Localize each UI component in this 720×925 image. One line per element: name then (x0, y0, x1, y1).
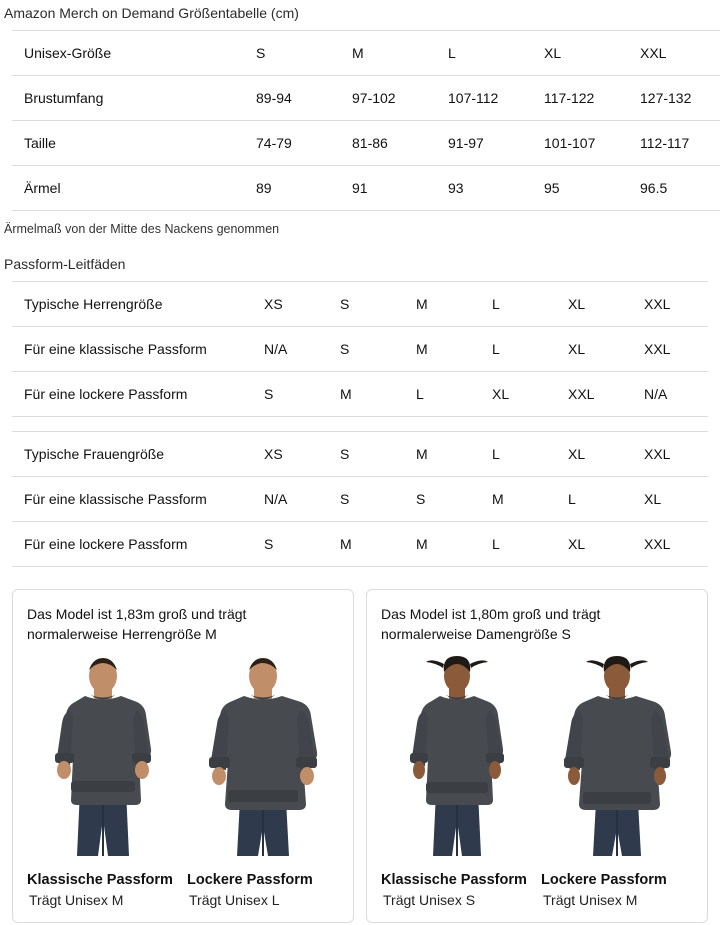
row-label: Typische Frauengröße (12, 432, 252, 477)
cell: 97-102 (340, 76, 436, 121)
cell: XS (252, 432, 328, 477)
cell: M (404, 282, 480, 327)
cell: M (328, 522, 404, 567)
model-figures (381, 650, 693, 860)
cell: 127-132 (628, 76, 720, 121)
cell: XL (556, 432, 632, 477)
cell: 74-79 (244, 121, 340, 166)
cell: L (436, 31, 532, 76)
row-label: Für eine klassische Passform (12, 327, 252, 372)
cell: N/A (632, 372, 708, 417)
womens-fit-table (12, 431, 708, 567)
cell: M (480, 477, 556, 522)
caption-women-relaxed (541, 870, 693, 910)
cell: M (404, 522, 480, 567)
cell: XL (532, 31, 628, 76)
table-row (12, 166, 720, 211)
cell: 112-117 (628, 121, 720, 166)
sleeve-measurement-note: Ärmelmaß von der Mitte des Nackens genommen (4, 222, 280, 236)
woman-classic-fit-illustration (382, 650, 532, 860)
cell: XXL (632, 282, 708, 327)
cell: XXL (628, 31, 720, 76)
fit-title: Lockere Passform (187, 872, 313, 888)
cell: L (480, 327, 556, 372)
table-row (12, 76, 720, 121)
cell: S (252, 522, 328, 567)
cell: L (556, 477, 632, 522)
figure-women-classic (381, 650, 533, 860)
man-classic-fit-illustration (28, 650, 178, 860)
man-relaxed-fit-illustration (188, 650, 338, 860)
cell: 101-107 (532, 121, 628, 166)
model-description: Das Model ist 1,83m groß und trägt normalerweise Herrengröße M (27, 606, 247, 642)
model-card-women (366, 589, 708, 923)
cell: L (404, 372, 480, 417)
cell: 95 (532, 166, 628, 211)
cell: S (328, 432, 404, 477)
cell: S (404, 477, 480, 522)
cell: XL (556, 327, 632, 372)
cell: N/A (252, 327, 328, 372)
caption-men-classic (27, 870, 179, 910)
table-row (12, 31, 720, 76)
cell: 117-122 (532, 76, 628, 121)
cell: XL (556, 282, 632, 327)
cell: XL (632, 477, 708, 522)
model-description: Das Model ist 1,80m groß und trägt normalerweise Damengröße S (381, 606, 601, 642)
cell: S (328, 282, 404, 327)
row-label: Brustumfang (12, 76, 244, 121)
model-cards-row (12, 589, 708, 923)
figure-men-classic (27, 650, 179, 860)
wears-size: Trägt Unisex M (29, 892, 124, 908)
fit-title: Lockere Passform (541, 872, 667, 888)
model-figures (27, 650, 339, 860)
wears-size: Trägt Unisex L (189, 892, 280, 908)
row-label: Für eine klassische Passform (12, 477, 252, 522)
figure-captions (27, 870, 339, 910)
caption-women-classic (381, 870, 533, 910)
page-title: Amazon Merch on Demand Größentabelle (cm) (4, 5, 299, 21)
cell: M (404, 432, 480, 477)
fit-title: Klassische Passform (381, 872, 527, 888)
row-label: Ärmel (12, 166, 244, 211)
row-label: Unisex-Größe (12, 31, 244, 76)
cell: 96.5 (628, 166, 720, 211)
cell: L (480, 522, 556, 567)
row-label: Für eine lockere Passform (12, 522, 252, 567)
table-row (12, 372, 708, 417)
cell: 107-112 (436, 76, 532, 121)
mens-fit-table (12, 281, 708, 417)
table-row (12, 477, 708, 522)
cell: 93 (436, 166, 532, 211)
cell: L (480, 282, 556, 327)
figure-captions (381, 870, 693, 910)
woman-relaxed-fit-illustration (542, 650, 692, 860)
cell: L (480, 432, 556, 477)
unisex-measurements-table (12, 30, 720, 211)
table-row (12, 282, 708, 327)
row-label: Für eine lockere Passform (12, 372, 252, 417)
cell: M (328, 372, 404, 417)
cell: 91 (340, 166, 436, 211)
cell: M (404, 327, 480, 372)
table-row (12, 121, 720, 166)
cell: S (244, 31, 340, 76)
table-row (12, 432, 708, 477)
cell: XXL (632, 327, 708, 372)
row-label: Taille (12, 121, 244, 166)
cell: 91-97 (436, 121, 532, 166)
cell: XS (252, 282, 328, 327)
cell: S (328, 477, 404, 522)
wears-size: Trägt Unisex S (383, 892, 476, 908)
fit-title: Klassische Passform (27, 872, 173, 888)
cell: N/A (252, 477, 328, 522)
cell: XXL (632, 432, 708, 477)
table-row (12, 522, 708, 567)
cell: XXL (632, 522, 708, 567)
cell: XXL (556, 372, 632, 417)
row-label: Typische Herrengröße (12, 282, 252, 327)
cell: M (340, 31, 436, 76)
cell: 81-86 (340, 121, 436, 166)
table-row (12, 327, 708, 372)
caption-men-relaxed (187, 870, 339, 910)
cell: XL (556, 522, 632, 567)
cell: S (328, 327, 404, 372)
wears-size: Trägt Unisex M (543, 892, 638, 908)
figure-men-relaxed (187, 650, 339, 860)
cell: S (252, 372, 328, 417)
fit-guides-label: Passform-Leitfäden (4, 256, 126, 272)
cell: 89 (244, 166, 340, 211)
figure-women-relaxed (541, 650, 693, 860)
model-card-men (12, 589, 354, 923)
cell: 89-94 (244, 76, 340, 121)
cell: XL (480, 372, 556, 417)
